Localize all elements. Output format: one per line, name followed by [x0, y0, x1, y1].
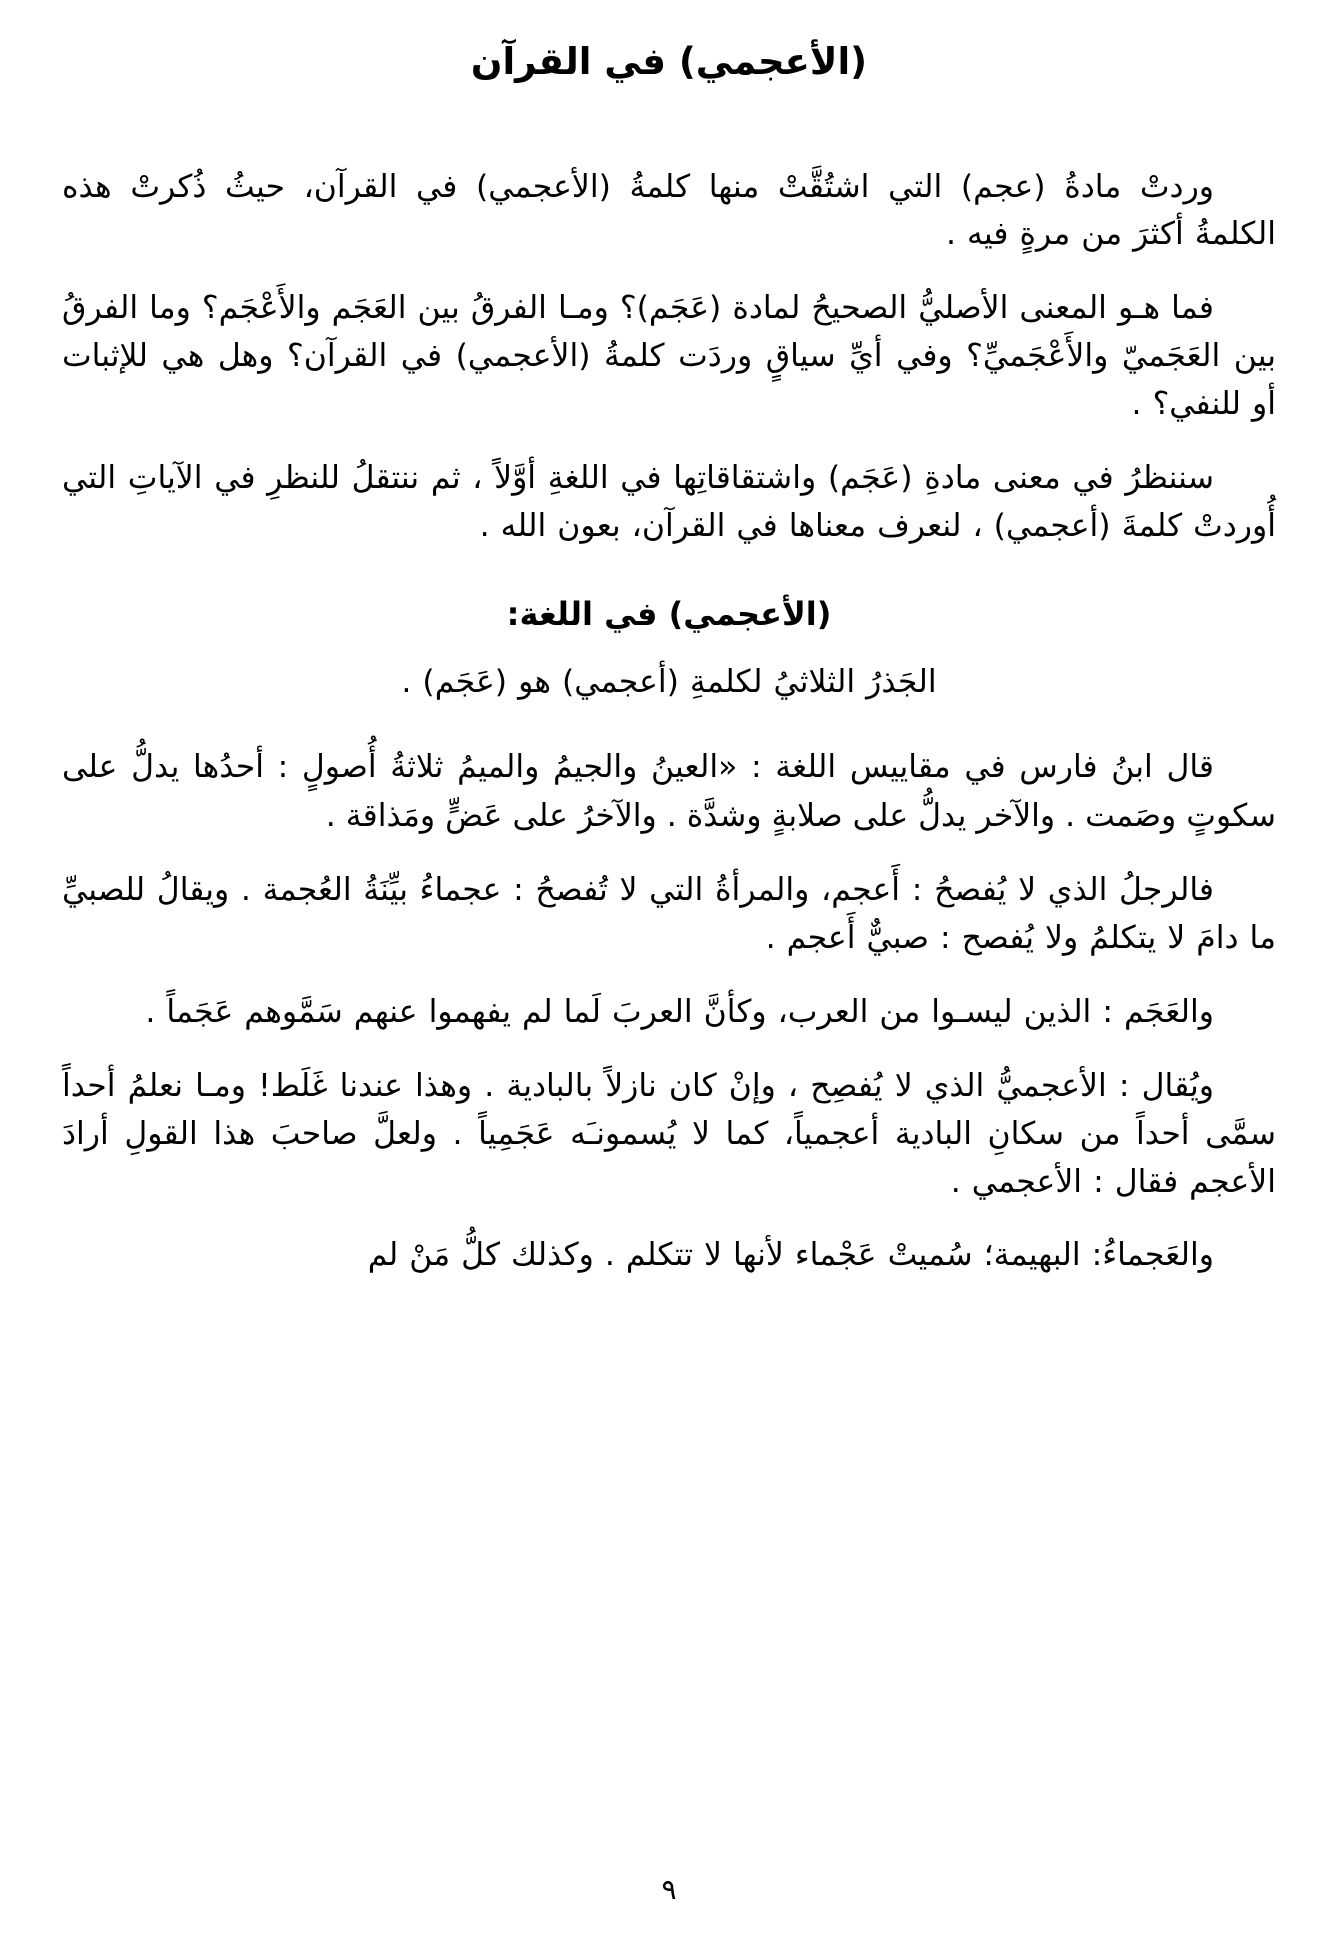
page-number: ٩: [661, 1873, 677, 1906]
paragraph-8-yuqal: ويُقال : الأعجميُّ الذي لا يُفصِح ، وإنْ كان نازلاً بالبادية . وهذا عندنا غَلَط! ومـا نعلمُ أحداً سمَّى أحداً من سكانِ البادية أعجمياً، كما لا يُسمونـَه عَجَمِياً . ولعلَّ صاحبَ هذا القولِ أرادَ الأعجم فقال : الأعجمي .: [62, 1067, 1276, 1200]
paragraph-3: سننظرُ في معنى مادةِ (عَجَم) واشتقاقاتِها في اللغةِ أوَّلاً ، ثم ننتقلُ للنظرِ في الآياتِ التي أُوردتْ كلمةَ (أعجمي) ، لنعرف معناها في القرآن، بعون الله .: [62, 459, 1276, 544]
page-title: (الأعجمي) في القرآن: [470, 40, 868, 83]
spacer: [62, 733, 1276, 743]
paragraph-1: وردتْ مادةُ (عجم) التي اشتُقَّتْ منها كلمةُ (الأعجمي) في القرآن، حيثُ ذُكرتْ هذه الكلمةُ أكثرَ من مرةٍ فيه .: [62, 168, 1276, 253]
page-body: [62, 164, 1276, 1281]
paragraph-5-ibn-faris-quote: قال ابنُ فارس في مقاييس اللغة : «العينُ والجيمُ والميمُ ثلاثةُ أُصولٍ : أحدُها يدلُّ على سكوتٍ وصَمت . والآخر يدلُّ على صلابةٍ وشدَّة . والآخرُ على عَضٍّ ومَذاقة .: [62, 748, 1276, 835]
paragraph-7-al-ajam: والعَجَم : الذين ليسـوا من العرب، وكأنَّ العربَ لَما لم يفهموا عنهم سَمَّوهم عَجَماً .: [145, 993, 1214, 1030]
section-heading-fil-lugha: (الأعجمي) في اللغة:: [506, 594, 832, 633]
paragraph-2: فما هـو المعنى الأصليُّ الصحيحُ لمادة (عَجَم)؟ ومـا الفرقُ بين العَجَم والأَعْجَم؟ وما الفرقُ بين العَجَميّ والأَعْجَميِّ؟ وفي أيِّ سياقٍ وردَت كلمةُ (الأعجمي) في القرآن؟ وهل هي للإثبات أو للنفي؟ .: [62, 290, 1276, 422]
paragraph-6-arrajul: فالرجلُ الذي لا يُفصحُ : أَعجم، والمرأةُ التي لا تُفصحُ : عجماءُ بيِّنَةُ العُجمة . ويقالُ للصبيِّ ما دامَ لا يتكلمُ ولا يُفصح : صبيٌّ أَعجم .: [62, 872, 1276, 957]
paragraph-4-root-definition: الجَذرُ الثلاثيُ لكلمةِ (أعجمي) هو (عَجَم) .: [401, 664, 937, 701]
paragraph-9-al-ajmaa: والعَجماءُ: البهيمة؛ سُميتْ عَجْماء لأنها لا تتكلم . وكذلك كلُّ مَنْ لم: [367, 1237, 1214, 1274]
